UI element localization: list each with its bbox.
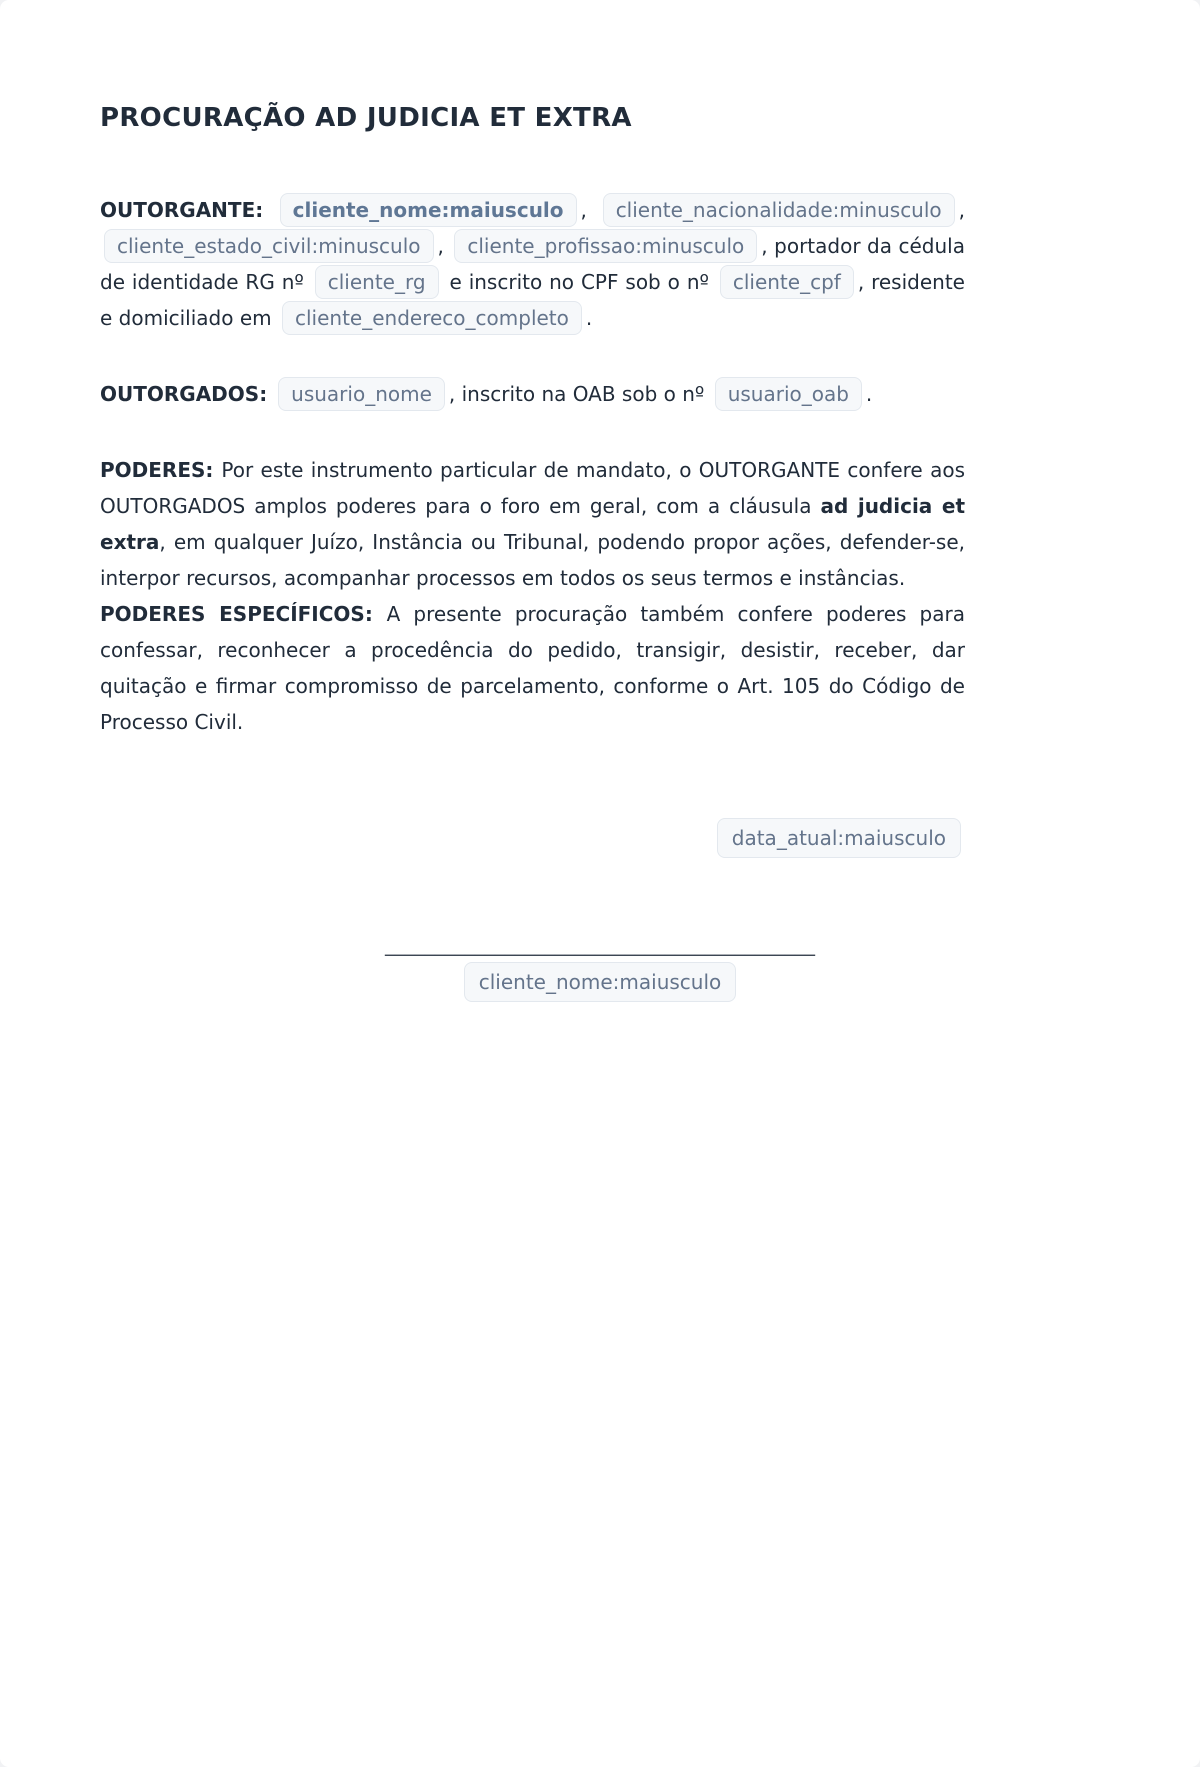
text-run: , residente e domiciliado em: [100, 270, 965, 330]
poderes-especificos-paragraph: [100, 596, 965, 740]
paragraph-label: PODERES ESPECÍFICOS:: [100, 602, 387, 626]
outorgante-paragraph: [100, 192, 965, 336]
paragraph-label: OUTORGANTE:: [100, 198, 276, 222]
text-run: .: [585, 306, 593, 330]
text-run: A presente procuração também confere poderes para confessar, reconhecer a procedência do pedido, transigir, desistir, receber, dar quitação e firmar compromisso de parcelamento, conforme o Art. 105 do Código de Processo Civil.: [100, 602, 965, 734]
signature-line: ___________________________________________: [385, 932, 815, 956]
outorgados-paragraph: [100, 376, 965, 412]
variable-chip-data_atual[interactable]: data_atual:maiusculo: [717, 818, 961, 858]
variable-chip-cliente_profissao[interactable]: cliente_profissao:minusculo: [454, 229, 757, 263]
variable-chip-cliente_cpf[interactable]: cliente_cpf: [720, 265, 854, 299]
current-date-paragraph: [100, 818, 965, 858]
text-run: Por este instrumento particular de mandato, o OUTORGANTE confere aos OUTORGADOS amplos poderes para o foro em geral, com a cláusula: [100, 458, 965, 518]
text-run: ,: [437, 234, 451, 258]
text-run: .: [865, 382, 873, 406]
variable-chip-cliente_nome[interactable]: cliente_nome:maiusculo: [280, 193, 577, 227]
document-title: PROCURAÇÃO AD JUDICIA ET EXTRA: [100, 103, 632, 133]
text-run: , em qualquer Juízo, Instância ou Tribunal, podendo propor ações, defender-se, interpor recursos, acompanhar processos em todos os seus termos e instâncias.: [100, 530, 965, 590]
text-run: e inscrito no CPF sob o nº: [442, 270, 716, 294]
text-run: ad judicia et extra: [100, 494, 966, 554]
document-content: [0, 0, 1200, 858]
variable-chip-cliente_rg[interactable]: cliente_rg: [315, 265, 439, 299]
paragraph-label: PODERES:: [100, 458, 222, 482]
signature-block: [0, 934, 1200, 1002]
text-run: ,: [958, 198, 966, 222]
poderes-paragraph: [100, 452, 965, 596]
variable-chip-usuario_nome[interactable]: usuario_nome: [278, 377, 445, 411]
variable-chip-cliente_endereco_completo[interactable]: cliente_endereco_completo: [282, 301, 582, 335]
variable-chip-cliente_estado_civil[interactable]: cliente_estado_civil:minusculo: [104, 229, 434, 263]
variable-chip-usuario_oab[interactable]: usuario_oab: [715, 377, 862, 411]
variable-chip-cliente_nome[interactable]: cliente_nome:maiusculo: [464, 962, 737, 1002]
text-run: , inscrito na OAB sob o nº: [448, 382, 711, 406]
text-run: ,: [580, 198, 599, 222]
text-run: , portador da cédula de identidade RG nº: [100, 234, 965, 294]
paragraph-label: OUTORGADOS:: [100, 382, 275, 406]
variable-chip-cliente_nacionalidade[interactable]: cliente_nacionalidade:minusculo: [603, 193, 955, 227]
signature-name-row: [0, 962, 1200, 1002]
